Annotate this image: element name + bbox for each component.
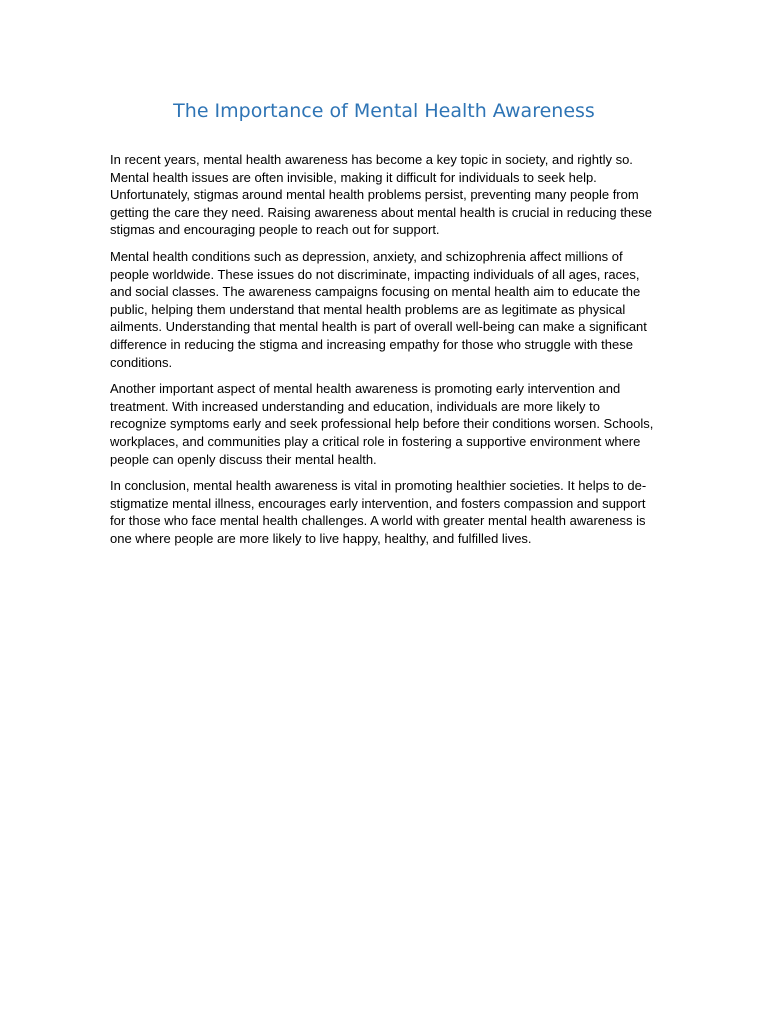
- paragraph-4: In conclusion, mental health awareness is vital in promoting healthier societies. It helps to de-stigmatize mental illness, encourages early intervention, and fosters compassion and support for those who face mental health challenges. A world with greater mental health awareness is one where people are more likely to live happy, healthy, and fulfilled lives.: [110, 478, 647, 546]
- paragraph-1: In recent years, mental health awareness has become a key topic in society, and rightly so. Mental health issues are often invisible, making it difficult for individuals to seek help. Unfortunately, stigmas around mental health problems persist, preventing many people from getting the care they need. Raising awareness about mental health is crucial in reducing these stigmas and encouraging people to reach out for support.: [110, 152, 652, 238]
- paragraph-3: Another important aspect of mental health awareness is promoting early intervention and treatment. With increased understanding and education, individuals are more likely to recognize symptoms early and seek professional help before their conditions worsen. Schools, workplaces, and communities play a critical role in fostering a supportive environment where people can openly discuss their mental health.: [110, 381, 654, 467]
- document-body: [110, 151, 655, 556]
- document-title: The Importance of Mental Health Awareness: [173, 100, 595, 122]
- paragraph-2: Mental health conditions such as depression, anxiety, and schizophrenia affect millions of people worldwide. These issues do not discriminate, impacting individuals of all ages, races, and social classes. The awareness campaigns focusing on mental health aim to educate the public, helping them understand that mental health problems are as legitimate as physical ailments. Understanding that mental health is part of overall well-being can make a significant difference in reducing the stigma and increasing empathy for those who struggle with these conditions.: [110, 248, 647, 370]
